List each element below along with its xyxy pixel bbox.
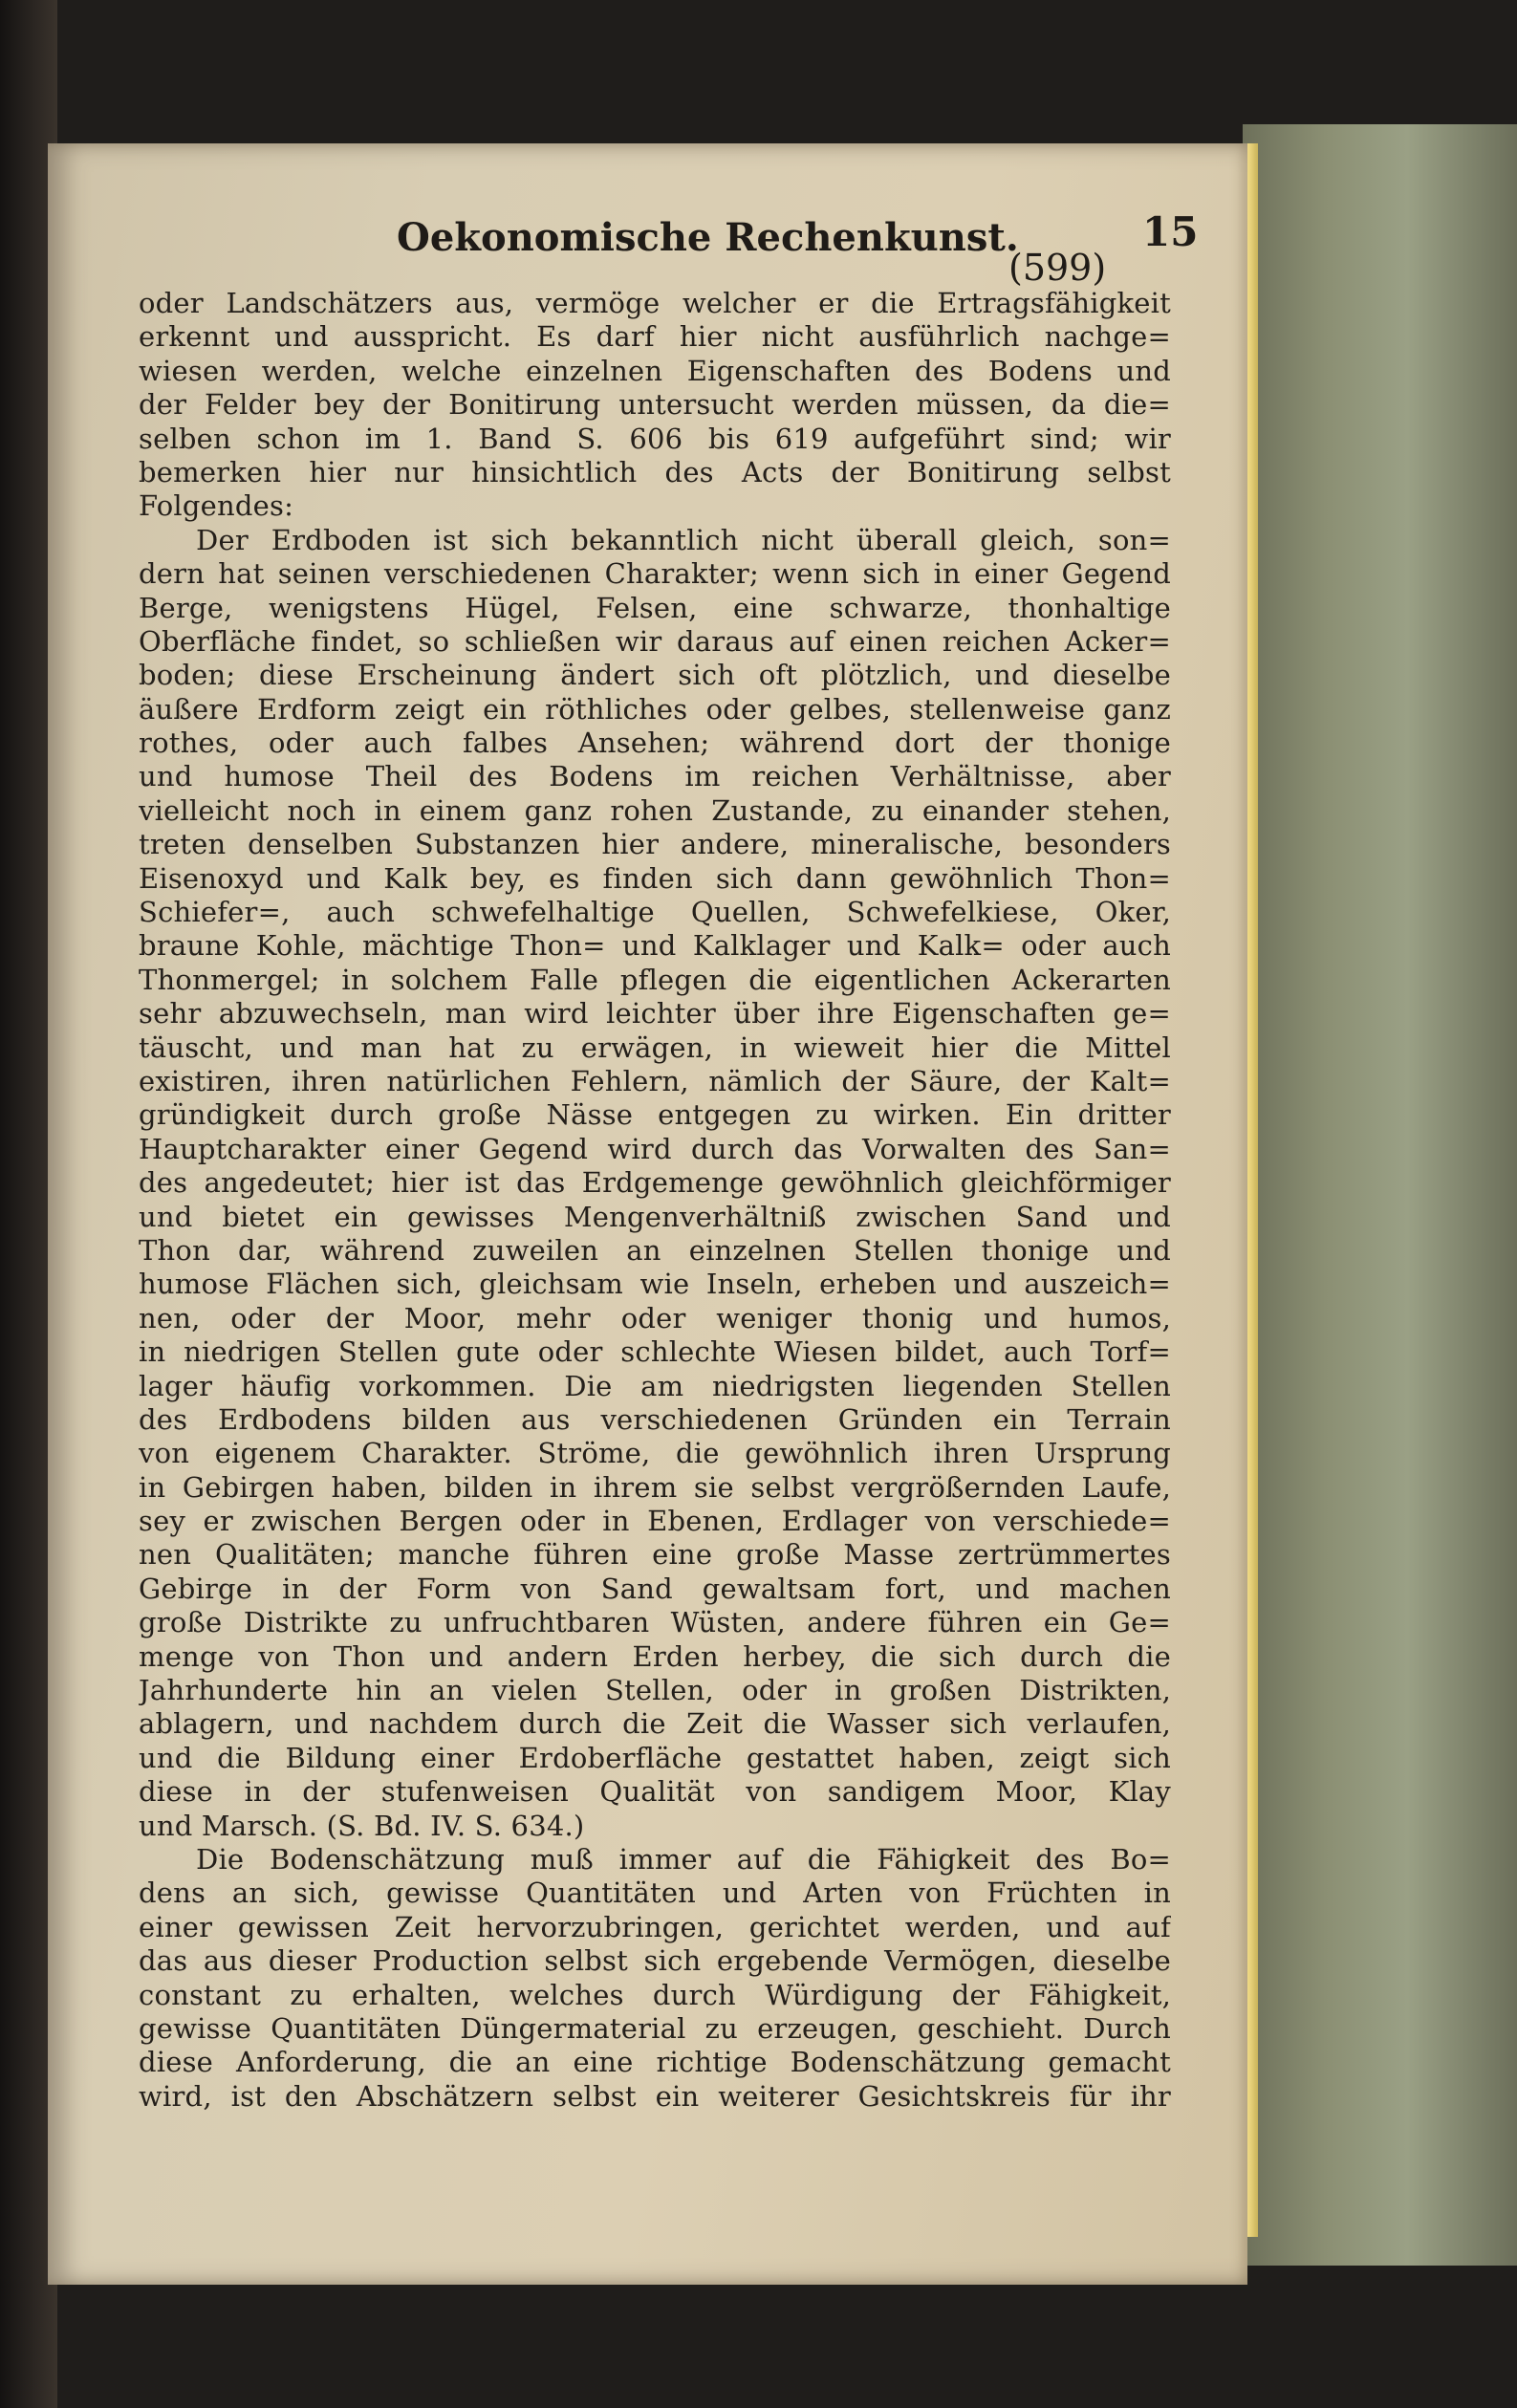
text-line: Oberfläche findet, so schließen wir daraus auf einen reichen Acker=	[139, 624, 1171, 658]
text-line: menge von Thon und andern Erden herbey, die sich durch die	[139, 1639, 1171, 1673]
text-line: treten denselben Substanzen hier andere, mineralische, besonders	[139, 828, 1171, 861]
text-line: das aus dieser Production selbst sich ergebende Vermögen, dieselbe	[139, 1944, 1171, 1978]
text-line: sehr abzuwechseln, man wird leichter über ihre Eigenschaften ge=	[139, 997, 1171, 1030]
text-line: des angedeutet; hier ist das Erdgemenge gewöhnlich gleichförmiger	[139, 1166, 1171, 1200]
text-line: erkennt und ausspricht. Es darf hier nicht ausführlich nachge=	[139, 320, 1171, 354]
text-line: braune Kohle, mächtige Thon= und Kalklager und Kalk= oder auch	[139, 929, 1171, 963]
text-line: und humose Theil des Bodens im reichen Verhältnisse, aber	[139, 760, 1171, 793]
page-stack-edge	[1243, 124, 1517, 2266]
page-number: 15	[1142, 208, 1199, 255]
text-line: humose Flächen sich, gleichsam wie Inseln, erheben und auszeich=	[139, 1268, 1171, 1301]
text-line: boden; diese Erscheinung ändert sich oft plötzlich, und dieselbe	[139, 659, 1171, 692]
text-line: Hauptcharakter einer Gegend wird durch das Vorwalten des San=	[139, 1132, 1171, 1165]
section-number: (599)	[1008, 247, 1107, 289]
text-line: äußere Erdform zeigt ein röthliches oder gelbes, stellenweise ganz	[139, 692, 1171, 726]
text-line: bemerken hier nur hinsichtlich des Acts der Bonitirung selbst	[139, 455, 1171, 488]
text-line: und bietet ein gewisses Mengenverhältniß zwischen Sand und	[139, 1200, 1171, 1233]
text-line: Jahrhunderte hin an vielen Stellen, oder in großen Distrikten,	[139, 1674, 1171, 1707]
text-line: große Distrikte zu unfruchtbaren Wüsten, andere führen ein Ge=	[139, 1606, 1171, 1639]
text-line: der Felder bey der Bonitirung untersucht werden müssen, da die=	[139, 388, 1171, 422]
text-line: rothes, oder auch falbes Ansehen; während dort der thonige	[139, 727, 1171, 760]
text-line: diese Anforderung, die an eine richtige Bodenschätzung gemacht	[139, 2046, 1171, 2079]
text-line: in Gebirgen haben, bilden in ihrem sie selbst vergrößernden Laufe,	[139, 1470, 1171, 1504]
text-line: ablagern, und nachdem durch die Zeit die Wasser sich verlaufen,	[139, 1707, 1171, 1741]
text-line: sey er zwischen Bergen oder in Ebenen, Erdlager von verschiede=	[139, 1505, 1171, 1538]
text-line: gewisse Quantitäten Düngermaterial zu erzeugen, geschieht. Durch	[139, 2011, 1171, 2045]
text-line: Gebirge in der Form von Sand gewaltsam fort, und machen	[139, 1572, 1171, 1605]
text-line: Thon dar, während zuweilen an einzelnen Stellen thonige und	[139, 1233, 1171, 1267]
text-line: Schiefer=, auch schwefelhaltige Quellen, Schwefelkiese, Oker,	[139, 896, 1171, 929]
text-line: lager häufig vorkommen. Die am niedrigsten liegenden Stellen	[139, 1369, 1171, 1402]
text-line: und Marsch. (S. Bd. IV. S. 634.)	[139, 1809, 585, 1842]
text-line: von eigenem Charakter. Ströme, die gewöhnlich ihren Ursprung	[139, 1437, 1171, 1470]
text-line: vielleicht noch in einem ganz rohen Zustande, zu einander stehen,	[139, 793, 1171, 827]
text-line: Berge, wenigstens Hügel, Felsen, eine schwarze, thonhaltige	[139, 591, 1171, 624]
text-line: wiesen werden, welche einzelnen Eigenschaften des Bodens und	[139, 354, 1171, 387]
text-line: Der Erdboden ist sich bekanntlich nicht überall gleich, son=	[196, 523, 1171, 556]
text-line: nen Qualitäten; manche führen eine große Masse zertrümmertes	[139, 1538, 1171, 1572]
text-line: täuscht, und man hat zu erwägen, in wieweit hier die Mittel	[139, 1030, 1171, 1064]
text-line: einer gewissen Zeit hervorzubringen, gerichtet werden, und auf	[139, 1910, 1171, 1943]
text-line: Eisenoxyd und Kalk bey, es finden sich dann gewöhnlich Thon=	[139, 861, 1171, 895]
text-line: gründigkeit durch große Nässe entgegen zu wirken. Ein dritter	[139, 1098, 1171, 1132]
text-line: constant zu erhalten, welches durch Würdigung der Fähigkeit,	[139, 1978, 1171, 2011]
body-text	[139, 287, 1171, 2114]
text-line: Folgendes:	[139, 489, 294, 523]
text-line: dern hat seinen verschiedenen Charakter; wenn sich in einer Gegend	[139, 557, 1171, 591]
text-line: dens an sich, gewisse Quantitäten und Arten von Früchten in	[139, 1877, 1171, 1910]
text-line: existiren, ihren natürlichen Fehlern, nämlich der Säure, der Kalt=	[139, 1064, 1171, 1097]
text-line: nen, oder der Moor, mehr oder weniger thonig und humos,	[139, 1301, 1171, 1334]
text-line: in niedrigen Stellen gute oder schlechte Wiesen bildet, auch Torf=	[139, 1335, 1171, 1369]
text-line: oder Landschätzers aus, vermöge welcher er die Ertragsfähigkeit	[139, 287, 1171, 319]
text-line: selben schon im 1. Band S. 606 bis 619 aufgeführt sind; wir	[139, 422, 1171, 455]
text-line: Thonmergel; in solchem Falle pflegen die eigentlichen Ackerarten	[139, 963, 1171, 996]
text-line: wird, ist den Abschätzern selbst ein weiterer Gesichtskreis für ihr	[139, 2079, 1171, 2113]
text-line: Die Bodenschätzung muß immer auf die Fähigkeit des Bo=	[196, 1842, 1171, 1876]
text-line: diese in der stufenweisen Qualität von sandigem Moor, Klay	[139, 1775, 1171, 1809]
text-line: des Erdbodens bilden aus verschiedenen Gründen ein Terrain	[139, 1402, 1171, 1436]
running-head-title: Oekonomische Rechenkunst.	[397, 215, 1019, 260]
text-line: und die Bildung einer Erdoberfläche gestattet haben, zeigt sich	[139, 1741, 1171, 1774]
